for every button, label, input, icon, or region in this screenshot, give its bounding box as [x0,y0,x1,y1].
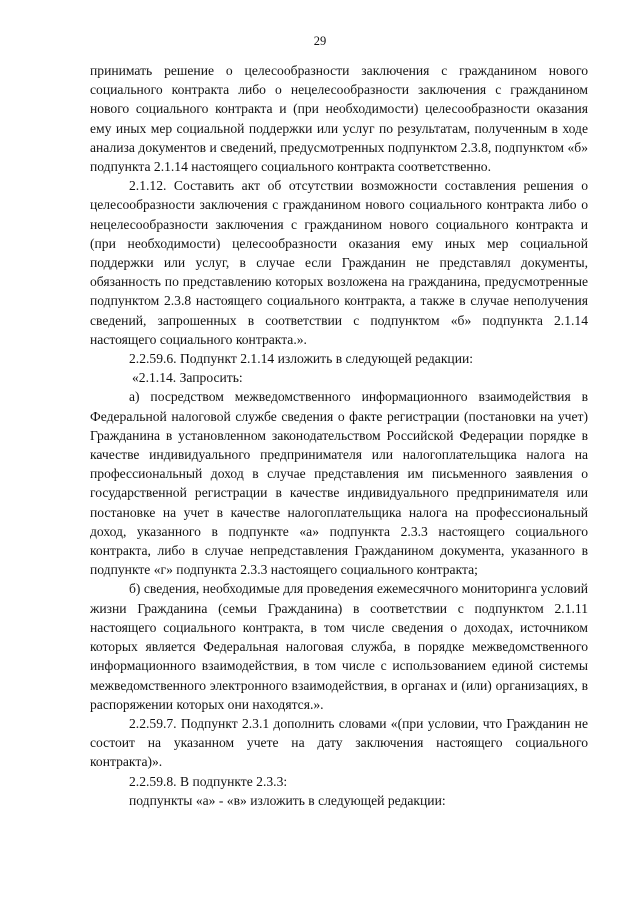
paragraph-2-1-14-heading: «2.1.14. Запросить: [132,370,243,386]
paragraph-2-1-12: 2.1.12. Составить акт об отсутствии возможности составления решения о целесообразности заключения с гражданином нового социального контракта либо о нецелесообразности заключения с гражданином нового социального контракта и (при необходимости) целесообразности оказания ему иных мер социальной поддержки или услуг, в случае если Гражданин не представлял документы, обязанность по представлению которых возложена на гражданина, предусмотренные подпунктом 2.3.8 настоящего социального контракта, а также в случае неполучения сведений, запрошенных в соответствии с подпунктом «б» подпункта 2.1.14 настоящего социального контракта.». [90,178,588,347]
paragraph-2-2-59-7: 2.2.59.7. Подпункт 2.3.1 дополнить словами «(при условии, что Гражданин не состоит на указанном учете на дату заключения настоящего социального контракта)». [90,715,588,770]
page-number: 29 [313,34,327,48]
paragraph-continuation: принимать решение о целесообразности заключения с гражданином нового социального контракта либо о нецелесообразности заключения с гражданином нового социального контракта и (при необходимости) целесообразности оказания ему иных мер социальной поддержки или услуг по результатам, полученным в ходе анализа документов и сведений, предусмотренных подпунктом 2.3.8, подпунктом «б» подпункта 2.1.14 настоящего социального контракта соответственно. [90,63,588,175]
paragraph-item-b: б) сведения, необходимые для проведения ежемесячного мониторинга условий жизни Гражданина (семьи Гражданина) в соответствии с подпунктом 2.1.11 настоящего социального контракта, в том числе сведения о доходах, источником которых является Федеральная налоговая служба, в порядке межведомственного информационного взаимодействия, в том числе с использованием единой системы межведомственного электронного взаимодействия, в органах и (или) организациях, в распоряжении которых они находятся.». [90,581,588,712]
paragraph-item-a: а) посредством межведомственного информационного взаимодействия в Федеральной налоговой службе сведения о факте регистрации (постановки на учет) Гражданина в установленном законодательством Российской Федерации порядке в качестве индивидуального предпринимателя или налогоплательщика налога на профессиональный доход в случае представления им письменного заявления о государственной регистрации в качестве индивидуального предпринимателя или постановке на учет в качестве налогоплательщика налога на профессиональный доход, указанного в подпункте «а» подпункта 2.3.3 настоящего социального контракта, либо в случае непредставления Гражданином документа, указанного в подпункте «г» подпункта 2.3.3 настоящего социального контракта; [90,389,588,578]
document-body [90,61,588,810]
paragraph-2-2-59-6: 2.2.59.6. Подпункт 2.1.14 изложить в следующей редакции: [129,351,474,367]
paragraph-2-2-59-8: 2.2.59.8. В подпункте 2.3.3: [129,773,288,789]
paragraph-subitems-intro: подпункты «а» - «в» изложить в следующей редакции: [129,792,446,808]
